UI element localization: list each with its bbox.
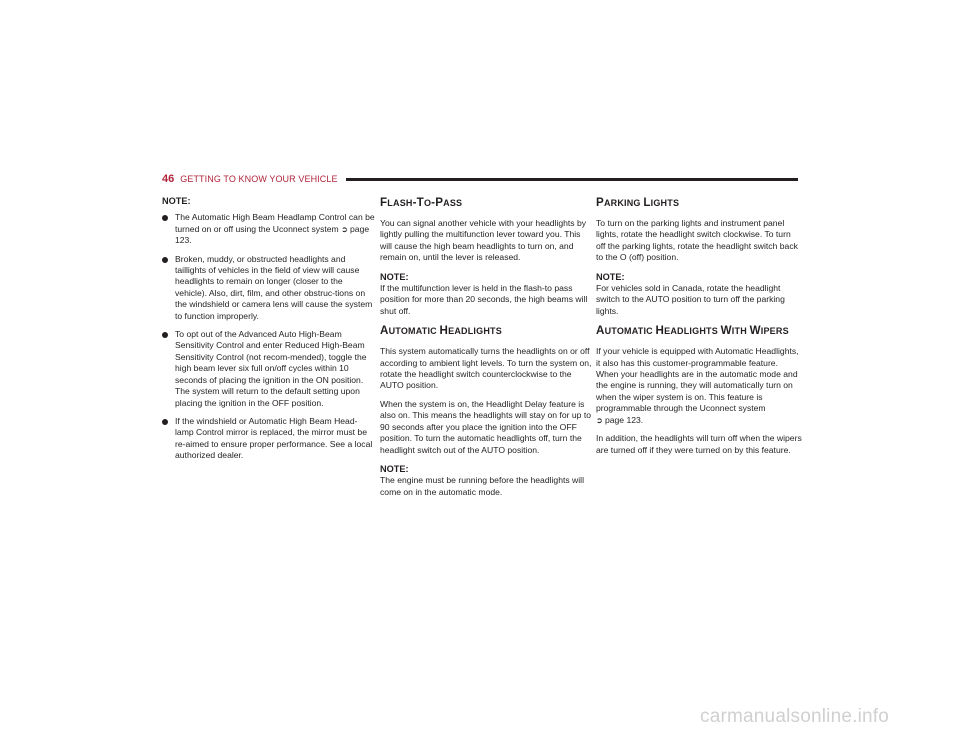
wipers-paragraph-1: If your vehicle is equipped with Automatic Headlights, it also has this customer-programmable feature. When your headlights are in the automatic mode and the engine is running, they will automatically turn on when the wiper system is on. This feature is programmable through the Uconnect system ➲ page 123. [596,346,799,425]
note-label: NOTE: [162,196,191,206]
parking-note-text: For vehicles sold in Canada, rotate the headlight switch to the AUTO position to turn off the parking lights. [596,283,785,316]
bullet-icon [162,257,168,263]
page-ref-arrow-icon: ➲ [341,224,351,234]
column-middle [380,196,594,505]
bullet-text: The Automatic High Beam Headlamp Control can be turned on or off using the Uconnect system [175,212,375,234]
bullet-icon [162,215,168,221]
list-item [162,212,376,246]
page-ref-link[interactable]: page 123. [604,414,644,425]
list-item [162,329,376,409]
list-item [162,254,376,322]
bullet-text: Broken, muddy, or obstructed headlights and taillights of vehicles in the field of view will cause headlights to remain on longer (closer to the vehicle). Also, dirt, film, and other obstruc-tions on the windshield or camera lens will cause the system to function improperly. [175,253,373,321]
bullet-icon [162,419,168,425]
page-number: 46 [162,173,175,185]
auto-paragraph-1: This system automatically turns the headlights on or off according to ambient light levels. To turn the system on, rotate the headlight switch counterclockwise to the AUTO position. [380,346,592,391]
auto-paragraph-2: When the system is on, the Headlight Delay feature is also on. This means the headlights will stay on for up to 90 seconds after you place the ignition into the OFF position. To turn the automatic headlights off, turn the headlight switch out of the AUTO position. [380,398,591,455]
heading-parking-lights: PARKING LIGHTS [596,196,680,209]
bullet-text: To opt out of the Advanced Auto High-Beam Sensitivity Control and enter Reduced High-Beam Sensitivity Control (not recom-mended), toggle the high beam lever six full on/off cycles within 10 seconds of placing the ignition in the ON position. The system will return to the default setting upon placing the ignition in the OFF position. [175,329,367,408]
flash-note-text: If the multifunction lever is held in the flash-to pass position for more than 20 seconds, the high beams will shut off. [380,283,588,316]
note-label: NOTE: [380,271,409,282]
header-rule [346,178,798,181]
auto-note-text: The engine must be running before the headlights will come on in the automatic mode. [380,475,584,497]
page-ref-arrow-icon: ➲ [596,415,605,425]
heading-automatic-headlights: AUTOMATIC HEADLIGHTS [380,324,502,338]
list-item [162,416,376,462]
heading-automatic-headlights-with-wipers: AUTOMATIC HEADLIGHTS WITH WIPERS [596,324,789,338]
note-label: NOTE: [380,463,409,474]
bullet-icon [162,332,168,338]
bullet-text: If the windshield or Automatic High Beam Head-lamp Control mirror is replaced, the mirror must be re-aimed to ensure proper performance. See a local authorized dealer. [175,415,373,461]
page-ref-link[interactable]: page 123. [175,223,370,246]
parking-paragraph: To turn on the parking lights and instrument panel lights, rotate the headlight switch clockwise. To turn off the parking lights, rotate the headlight switch back to the O (off) position. [596,218,798,263]
wipers-paragraph-2: In addition, the headlights will turn off when the wipers are turned off if they were turned on by this feature. [596,433,802,455]
flash-paragraph: You can signal another vehicle with your headlights by lightly pulling the multifunction lever toward you. This will cause the high beam headlights to turn on, and remain on, until the lever is released. [380,218,587,263]
page-header [162,172,798,186]
note-label: NOTE: [596,271,625,282]
note-bullet-list [162,212,376,461]
heading-flash-to-pass: FLASH-TO-PASS [380,196,463,209]
column-right [596,196,802,463]
section-title: GETTING TO KNOW YOUR VEHICLE [180,174,338,184]
watermark-text: carmanualsonline.info [700,706,890,727]
column-left [162,196,376,469]
